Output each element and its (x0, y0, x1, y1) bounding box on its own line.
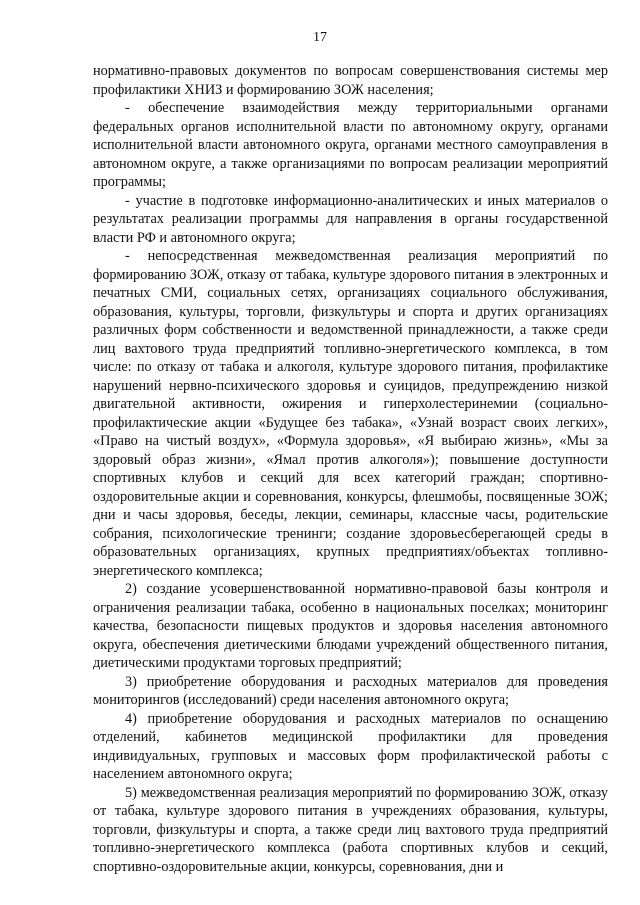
document-body (93, 62, 608, 876)
paragraph-item-2: 2) создание усовершенствованной нормативно-правовой базы контроля и ограничения реализации табака, особенно в национальных поселках; мониторинг качества, безопасности пищевых продуктов и здоровья населения автономного округа, обеспечения диетическими блюдами учреждений общественного питания, диетическими продуктами торговых предприятий; (93, 581, 608, 671)
paragraph-interaction: - обеспечение взаимодействия между территориальными органами федеральных органов исполнительной власти по автономному округу, органами исполнительной власти автономного округа, органами местного самоуправления в автономном округе, а также организациями по вопросам реализации мероприятий программы; (93, 100, 608, 190)
paragraph-participation: - участие в подготовке информационно-аналитических и иных материалов о результатах реализации программы для направления в органы государственной власти РФ и автономного округа; (93, 192, 608, 246)
paragraph-item-3: 3) приобретение оборудования и расходных материалов для проведения мониторингов (исследований) среди населения автономного округа; (93, 673, 608, 708)
paragraph-item-4: 4) приобретение оборудования и расходных материалов по оснащению отделений, кабинетов медицинской профилактики для проведения индивидуальных, групповых и массовых форм профилактической работы с населением автономного округа; (93, 710, 608, 782)
paragraph-direct-implementation: - непосредственная межведомственная реализация мероприятий по формированию ЗОЖ, отказу от табака, культуре здорового питания в электронных и печатных СМИ, социальных сетях, организациях социального обслуживания, образования, культуры, торговли, физкультуры и спорта и других организациях различных форм собственности и ведомственной принадлежности, а также среди лиц вахтового труда предприятий топливно-энергетического комплекса, в том числе: по отказу от табака и алкоголя, культуре здорового питания, профилактике нарушений нервно-психического здоровья и суицидов, предупреждению низкой двигательной активности, ожирения и гиперхолестеринемии (социально-профилактические акции «Будущее без табака», «Узнай возраст своих легких», «Право на чистый воздух», «Формула здоровья», «Я выбираю жизнь», «Мы за здоровый образ жизни», «Ямал против алкоголя»); повышение доступности спортивных клубов и секций для всех категорий граждан; спортивно-оздоровительные акции и соревнования, конкурсы, флешмобы, посвященные ЗОЖ; дни и часы здоровья, беседы, лекции, семинары, классные часы, родительские собрания, психологические тренинги; создание здоровьесберегающей среды в образовательных организациях, крупных предприятиях/объектах топливно-энергетического комплекса; (93, 248, 608, 579)
page-number: 17 (313, 30, 327, 45)
paragraph-continuation: нормативно-правовых документов по вопросам совершенствования системы мер профилактики ХНИЗ и формированию ЗОЖ населения; (93, 63, 608, 98)
paragraph-item-5: 5) межведомственная реализация мероприятий по формированию ЗОЖ, отказу от табака, культуре здорового питания в учреждениях образования, культуры, торговли, физкультуры и спорта, а также среди лиц вахтового труда предприятий топливно-энергетического комплекса (работа спортивных клубов и секций, спортивно-оздоровительные акции, конкурсы, соревнования, дни и (93, 784, 608, 875)
